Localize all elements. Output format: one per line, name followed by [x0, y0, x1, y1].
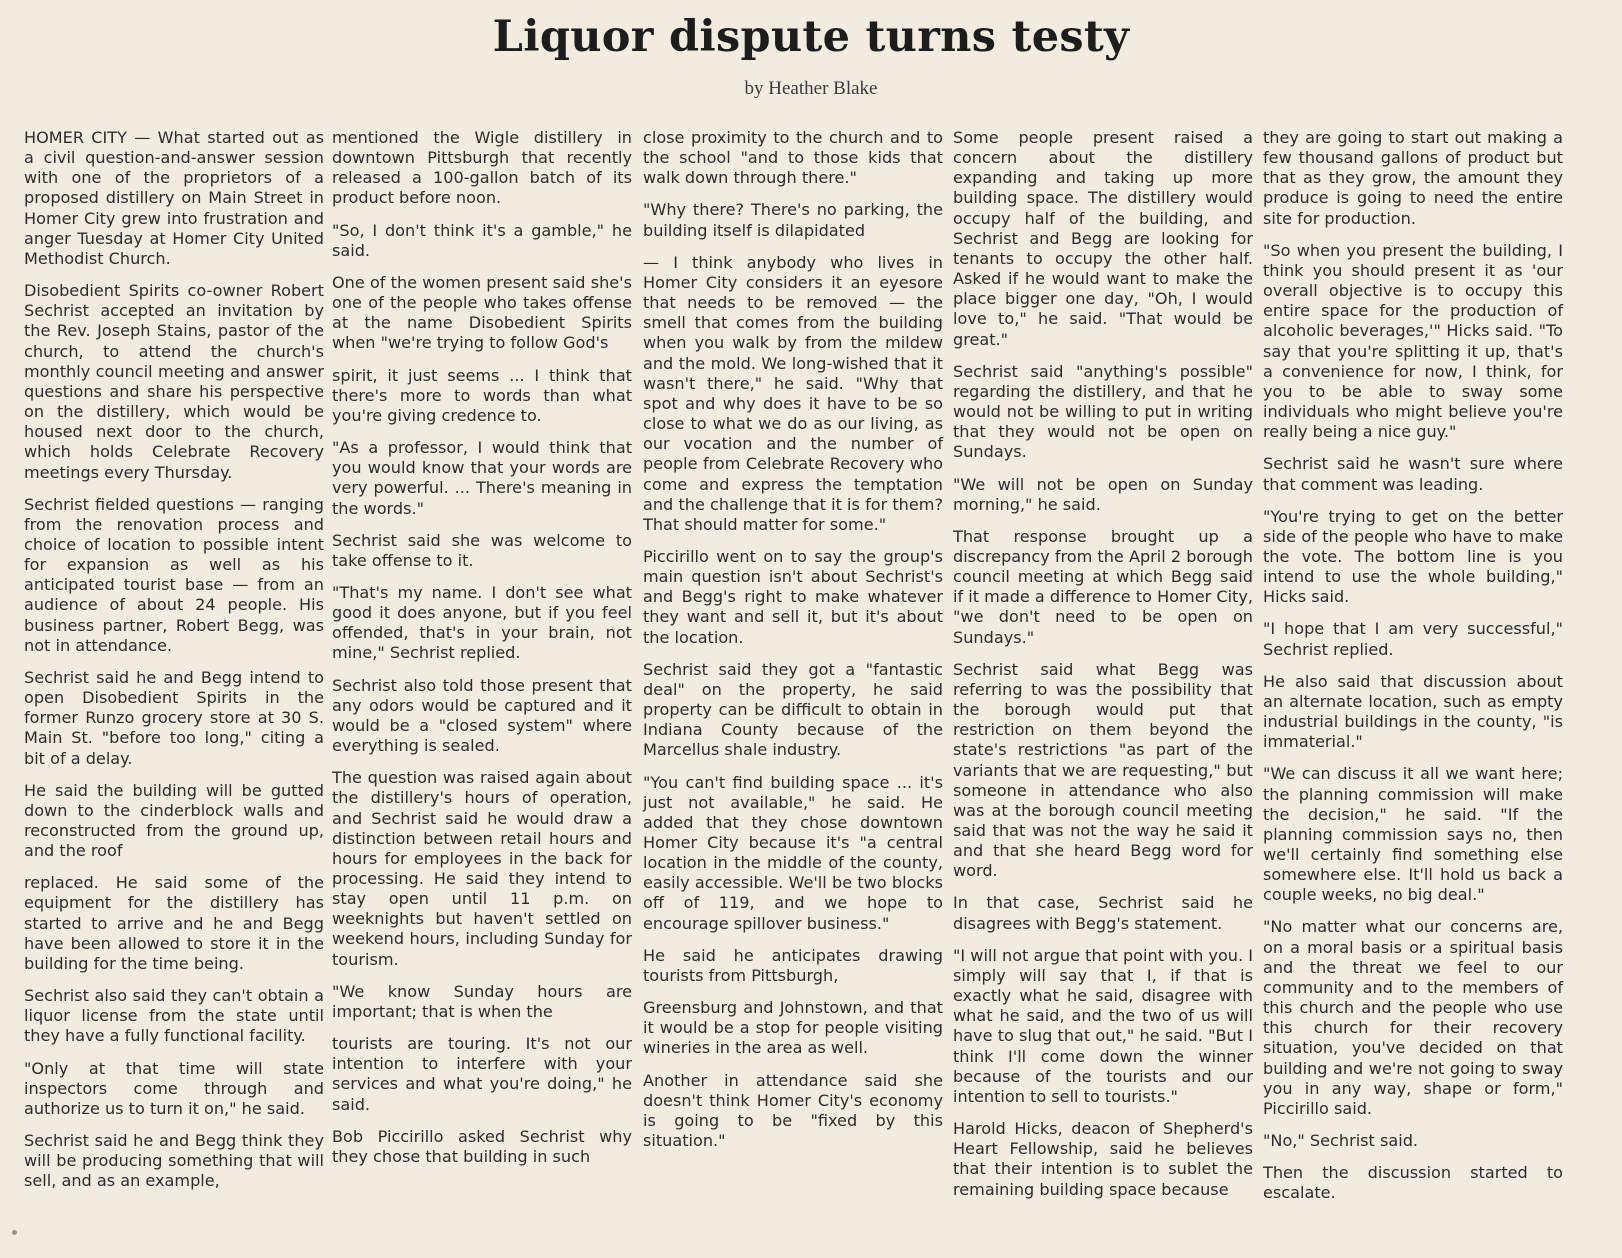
article-paragraph: Sechrist said he and Begg intend to open Disobedient Spirits in the former Runzo grocery store at 30 S. Main St. "before too long," citing a bit of a delay.: [24, 667, 324, 768]
article-paragraph: He also said that discussion about an alternate location, such as empty industrial buildings in the county, "is immaterial.": [1263, 671, 1563, 752]
article-paragraph: Disobedient Spirits co-owner Robert Sechrist accepted an invitation by the Rev. Joseph Stains, pastor of the church, to attend the church's monthly council meeting and answer questions and share his perspective on the distillery, which would be housed next door to the church, which holds Celebrate Recovery meetings every Thursday.: [24, 281, 324, 482]
article-paragraph: "As a professor, I would think that you would know that your words are very powerful. ... There's meaning in the words.": [332, 438, 632, 518]
article-paragraph: Bob Piccirillo asked Sechrist why they chose that building in such: [332, 1126, 632, 1166]
article-paragraph: "That's my name. I don't see what good it does anyone, but if you feel offended, that's in your brain, not mine," Sechrist replied.: [332, 582, 632, 663]
article-paragraph: "No," Sechrist said.: [1263, 1131, 1419, 1151]
article-paragraph: tourists are touring. It's not our intention to interfere with your services and what you're doing," he said.: [332, 1034, 632, 1114]
article-paragraph: "Why there? There's no parking, the building itself is dilapidated: [643, 200, 943, 240]
article-paragraph: "We know Sunday hours are important; that is when the: [332, 981, 632, 1021]
article-paragraph: Sechrist said he and Begg think they will be producing something that will sell, and as an example,: [24, 1131, 324, 1191]
article-paragraph: Some people present raised a concern about the distillery expanding and taking up more building space. The distillery would occupy half of the building, and Sechrist and Begg are looking for tenants to occupy the other half. Asked if he would want to make the place bigger one day, "Oh, I would love to," he said. "That would be great.": [953, 128, 1253, 349]
article-column-2: [332, 128, 632, 1179]
article-paragraph: HOMER CITY — What started out as a civil question-and-answer session with one of the proprietors of a proposed distillery on Main Street in Homer City grew into frustration and anger Tuesday at Homer City United Methodist Church.: [24, 128, 324, 268]
article-column-3: [643, 128, 943, 1163]
article-paragraph: He said the building will be gutted down to the cinderblock walls and reconstructed from the ground up, and the roof: [24, 780, 324, 861]
article-paragraph: One of the women present said she's one of the people who takes offense at the name Disobedient Spirits when "we're trying to follow God's: [332, 272, 632, 353]
article-paragraph: Sechrist fielded questions — ranging from the renovation process and choice of location to possible intent for expansion as well as his anticipated tourist base — from an audience of about 24 people. His business partner, Robert Begg, was not in attendance.: [24, 494, 324, 655]
article-paragraph: Sechrist also said they can't obtain a liquor license from the state until they have a fully functional facility.: [24, 986, 324, 1046]
article-paragraph: That response brought up a discrepancy from the April 2 borough council meeting at which Begg said if it made a difference to Homer City, "we don't need to be open on Sundays.": [953, 526, 1253, 647]
article-paragraph: "We will not be open on Sunday morning," he said.: [953, 474, 1253, 514]
byline: by Heather Blake: [744, 78, 878, 99]
article-paragraph: "So when you present the building, I think you should present it as 'our overall objective is to occupy this entire space for the production of alcoholic beverages,'" Hicks said. "To say that you're splitting it up, that's a convenience for now, I think, for you to be able to sway some individuals who might believe you're really being a nice guy.": [1263, 240, 1563, 442]
article-paragraph: "So, I don't think it's a gamble," he said.: [332, 220, 632, 260]
scan-speck: [12, 1230, 17, 1235]
article-paragraph: Sechrist said she was welcome to take offense to it.: [332, 530, 632, 570]
article-paragraph: "I will not argue that point with you. I simply will say that I, if that is exactly what he said, disagree with what he said, and the two of us will have to slug that out," he said. "But I think I'll come down the winner because of the tourists and our intention to sell to tourists.": [953, 945, 1253, 1106]
article-paragraph: Then the discussion started to escalate.: [1263, 1163, 1563, 1203]
article-paragraph: close proximity to the church and to the school "and to those kids that walk down through there.": [643, 128, 943, 188]
headline: Liquor dispute turns testy: [492, 12, 1130, 62]
article-paragraph: He said he anticipates drawing tourists from Pittsburgh,: [643, 945, 943, 985]
article-paragraph: "No matter what our concerns are, on a moral basis or a spiritual basis and the threat we feel to our community and to the members of this church and the people who use this church for their recovery situation, you've decided on that building and we're not going to sway you in any way, shape or form," Piccirillo said.: [1263, 917, 1563, 1118]
article-paragraph: In that case, Sechrist said he disagrees with Begg's statement.: [953, 893, 1253, 933]
article-paragraph: Harold Hicks, deacon of Shepherd's Heart Fellowship, said he believes that their intention is to sublet the remaining building space because: [953, 1119, 1253, 1199]
article-paragraph: Sechrist also told those present that any odors would be captured and it would be a "closed system" where everything is sealed.: [332, 675, 632, 756]
article-paragraph: "You're trying to get on the better side of the people who have to make the vote. The bottom line is you intend to use the whole building," Hicks said.: [1263, 506, 1563, 607]
article-paragraph: Sechrist said "anything's possible" regarding the distillery, and that he would not be willing to put in writing that they would not be open on Sundays.: [953, 361, 1253, 462]
article-paragraph: replaced. He said some of the equipment for the distillery has started to arrive and he and Begg have been allowed to store it in the building for the time being.: [24, 873, 324, 973]
article-paragraph: spirit, it just seems ... I think that there's more to words than what you're giving credence to.: [332, 365, 632, 425]
article-paragraph: "We can discuss it all we want here; the planning commission will make the decision," he said. "If the planning commission says no, then we'll certainly find something else somewhere else. It'll hold us back a couple weeks, no big deal.": [1263, 764, 1563, 905]
article-paragraph: they are going to start out making a few thousand gallons of product but that as they grow, the amount they produce is going to need the entire site for production.: [1263, 128, 1563, 228]
article-paragraph: Piccirillo went on to say the group's main question isn't about Sechrist's and Begg's right to make whatever they want and sell it, but it's about the location.: [643, 546, 943, 647]
article-paragraph: "I hope that I am very successful," Sechrist replied.: [1263, 619, 1563, 659]
article-paragraph: "You can't find building space ... it's just not available," he said. He added that they chose downtown Homer City because it's "a central location in the middle of the county, easily accessible. We'll be two blocks off of 119, and we hope to encourage spillover business.": [643, 772, 943, 933]
article-paragraph: "Only at that time will state inspectors come through and authorize us to turn it on," he said.: [24, 1058, 324, 1118]
article-paragraph: Sechrist said they got a "fantastic deal" on the property, he said property can be difficult to obtain in Indiana County because of the Marcellus shale industry.: [643, 659, 943, 760]
article-paragraph: Greensburg and Johnstown, and that it would be a stop for people visiting wineries in the area as well.: [643, 998, 943, 1058]
article-paragraph: — I think anybody who lives in Homer City considers it an eyesore that needs to be removed — the smell that comes from the building when you walk by from the mildew and the mold. We long-wished that it wasn't there," he said. "Why that spot and why does it have to be so close to what we do as our living, as our vocation and the number of people from Celebrate Recovery who come and express the temptation and the challenge that it is for them? That should matter for some.": [643, 252, 943, 534]
article-paragraph: Sechrist said what Begg was referring to was the possibility that the borough would put that restriction on them beyond the state's restrictions "as part of the variants that we are requesting," but someone in attendance who also was at the borough council meeting said that was not the way he said it and that she heard Begg word for word.: [953, 659, 1253, 881]
article-paragraph: Another in attendance said she doesn't think Homer City's economy is going to be "fixed by this situation.": [643, 1070, 943, 1151]
article-paragraph: Sechrist said he wasn't sure where that comment was leading.: [1263, 454, 1563, 494]
article-column-1: [24, 128, 324, 1204]
article-paragraph: mentioned the Wigle distillery in downtown Pittsburgh that recently released a 100-gallon batch of its product before noon.: [332, 128, 632, 208]
article-column-4: [953, 128, 1253, 1212]
article-paragraph: The question was raised again about the distillery's hours of operation, and Sechrist said he would draw a distinction between retail hours and hours for employees in the back for processing. He said they intend to stay open until 11 p.m. on weeknights but haven't settled on weekend hours, including Sunday for tourism.: [332, 768, 632, 969]
article-column-5: [1263, 128, 1563, 1216]
